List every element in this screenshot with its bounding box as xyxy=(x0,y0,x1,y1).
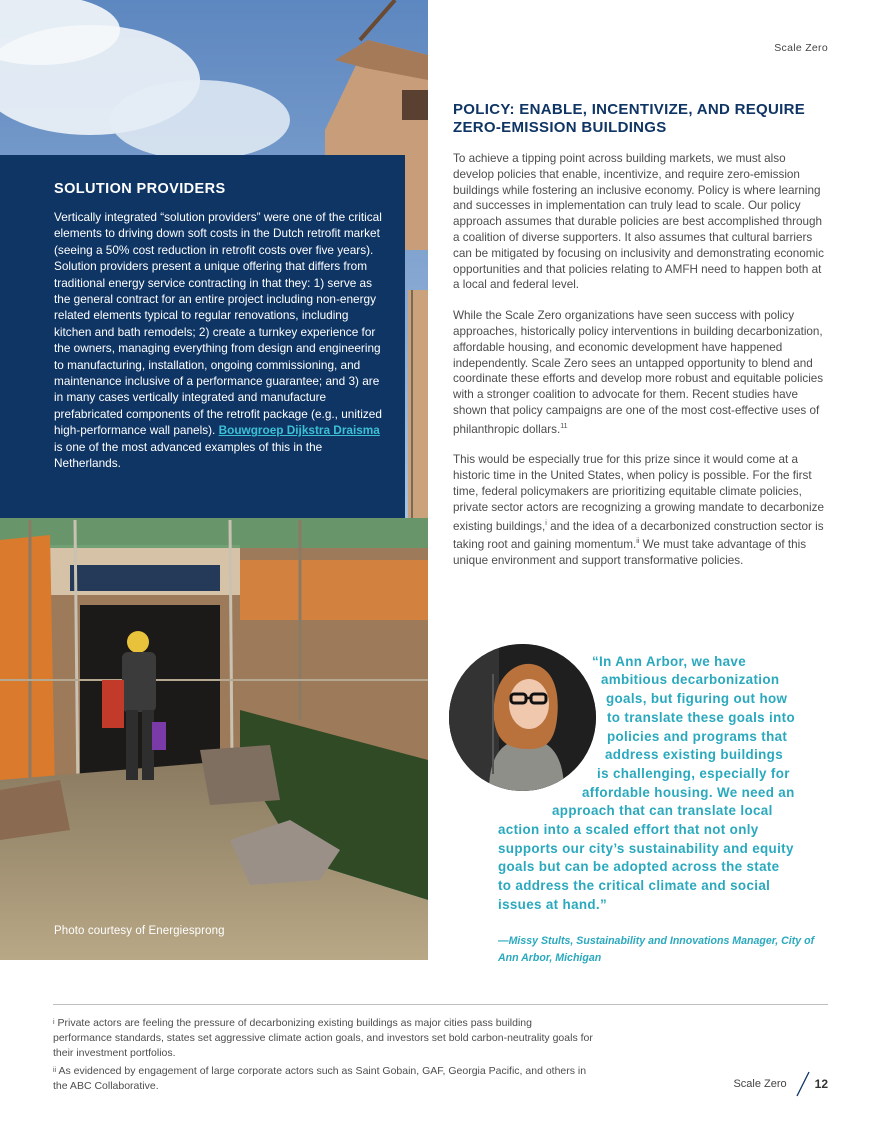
footnote-ref-11: 11 xyxy=(560,422,568,430)
policy-paragraph-3-text-a: This would be especially true for this prize since it would come at a historic time in the United States, when policy is possible. For the first time, federal policymakers are prioritizing equitable climate policies, private sector actors are recognizing a growing mandate to decarbonize existing buildings, xyxy=(453,453,824,533)
quote-line: is challenging, especially for xyxy=(597,766,790,781)
solution-providers-title: SOLUTION PROVIDERS xyxy=(54,181,226,197)
solution-providers-text-end: is one of the most advanced examples of this in the Netherlands. xyxy=(54,439,323,471)
page-number: 12 xyxy=(814,1077,828,1091)
quote-line: supports our city’s sustainability and equity xyxy=(498,841,794,856)
policy-section xyxy=(453,101,828,584)
footnote-text: As evidenced by engagement of large corporate actors such as Saint Gobain, GAF, Georgia Pacific, and others in the ABC Collaborative. xyxy=(53,1065,587,1092)
quote-line: “In Ann Arbor, we have xyxy=(592,654,747,669)
policy-paragraph-2-text: While the Scale Zero organizations have seen success with policy approaches, historically policy interventions in building decarbonization, affordable housing, and economic development have happened independently. Scale Zero sees an untapped opportunity to blend and coordinate these efforts and develop more robust and equitable policies with a stronger coalition to advocate for them. Recent studies have shown that policy campaigns are one of the most cost-effective uses of philanthropic dollars. xyxy=(453,309,824,436)
policy-paragraph-1: To achieve a tipping point across building markets, we must also develop policies that enable, incentivize, and require zero-emission buildings while fostering an inclusive economy. Policy is where learning and successes in implementation can truly lead to scale. Our policy approach assumes that durable policies are best accomplished through a coalition of diverse supporters. It also assumes that cultural barriers can be mitigated by focusing on inclusivity and demonstrating economic opportunities and that policies relating to AMFH need to happen both at a local and federal level. xyxy=(453,152,824,292)
quote-line: policies and programs that xyxy=(607,729,788,744)
footnote-text: Private actors are feeling the pressure of decarbonizing existing buildings as major cities pass building performance standards, states set aggressive climate action goals, and investors set bold carbon-neutrality goals for their investment portfolios. xyxy=(53,1017,593,1059)
footnote-i xyxy=(53,1016,593,1060)
footnote-mark: i xyxy=(53,1019,55,1026)
policy-paragraph-3-text-b: and the idea of a decarbonized construction sector is taking root and gaining momentum. xyxy=(453,519,824,552)
quote-line: ambitious decarbonization xyxy=(601,672,780,687)
quote-line: action into a scaled effort that not only xyxy=(498,822,759,837)
footnote-ii xyxy=(53,1064,593,1094)
slash-divider-icon xyxy=(795,1071,811,1097)
solution-providers-text: Vertically integrated “solution providers” were one of the critical elements to driving down soft costs in the Dutch retrofit market (seeing a 50% cost reduction in retrofit costs over five years). Solution providers present a unique offering that differs from traditional energy service contracting in that they: 1) serve as the general contract for an entire project including non-energy related elements typical to regular renovations, including kitchen and bath remodels; 2) create a turnkey experience for the owners, managing everything from design and engineering to manufacturing, installation, ongoing commissioning, and maintenance inclusive of a performance guarantee; and 3) are in many cases vertically integrated and manufacture prefabricated components of the retrofit package (e.g., unitized high-performance wall panels). xyxy=(54,210,382,438)
policy-paragraph-3 xyxy=(453,452,828,568)
solution-providers-box xyxy=(0,155,405,518)
footnote-ref-ii: ii xyxy=(636,538,640,546)
quote-line: approach that can translate local xyxy=(552,803,773,818)
quote-line: to translate these goals into xyxy=(607,710,795,725)
photo-credit: Photo courtesy of Energiesprong xyxy=(54,925,225,937)
running-head: Scale Zero xyxy=(774,42,828,54)
speaker-portrait xyxy=(449,644,596,791)
quote-line: address existing buildings xyxy=(605,747,784,762)
footnote-divider xyxy=(53,1004,828,1005)
policy-heading: POLICY: ENABLE, INCENTIVIZE, AND REQUIRE ZERO-EMISSION BUILDINGS xyxy=(453,101,806,136)
policy-paragraph-3-text-c: We must take advantage of this unique environment and support transformative policies. xyxy=(453,538,807,567)
quote-attribution: —Missy Stults, Sustainability and Innovations Manager, City of Ann Arbor, Michigan xyxy=(498,935,815,964)
quote-line: goals, but figuring out how xyxy=(606,691,788,706)
quote-line: affordable housing. We need an xyxy=(582,785,795,800)
bouwgroep-link[interactable]: Bouwgroep Dijkstra Draisma xyxy=(218,423,380,438)
page-footer xyxy=(733,1071,828,1097)
solution-providers-body xyxy=(54,209,389,472)
quote-line: to address the critical climate and social xyxy=(498,878,771,893)
policy-paragraph-2 xyxy=(453,308,828,437)
footer-title: Scale Zero xyxy=(733,1078,787,1090)
quote-line: goals but can be adopted across the state xyxy=(498,859,780,874)
quote-line: issues at hand.” xyxy=(498,897,608,912)
footnote-ref-i: i xyxy=(545,519,547,527)
footnote-mark: ii xyxy=(53,1067,57,1074)
